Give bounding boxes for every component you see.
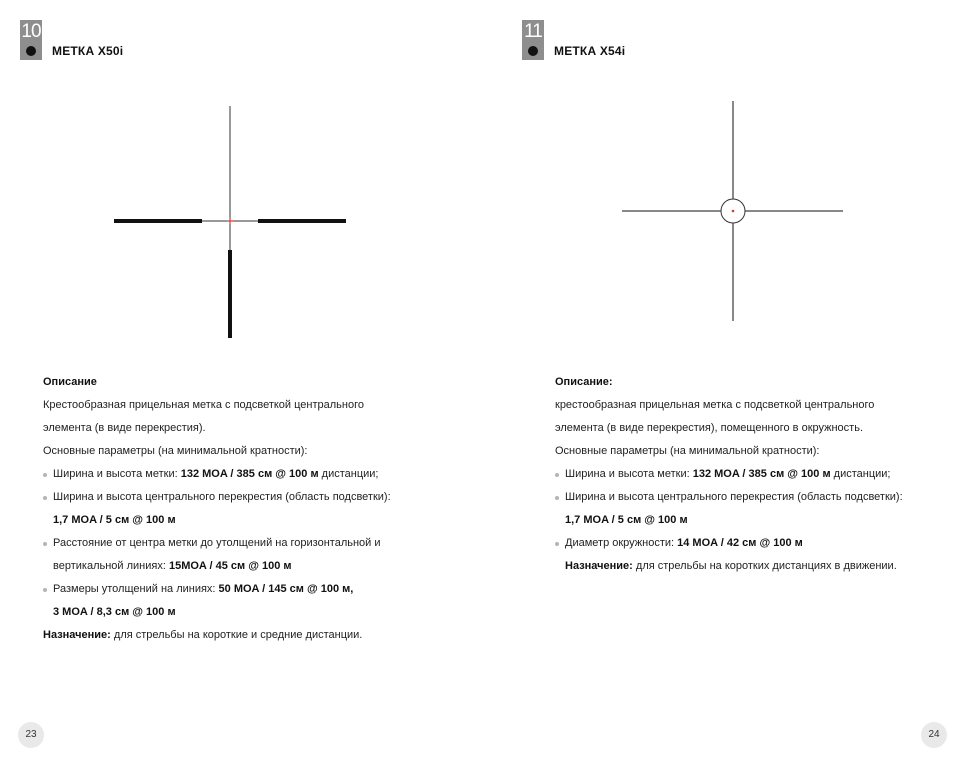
description-block bbox=[555, 371, 903, 578]
illuminated-center-dot bbox=[732, 210, 735, 213]
purpose-line: Назначение: для стрельбы на коротких дистанциях в движении. bbox=[565, 560, 897, 572]
param-value: вертикальной линиях: 15MOA / 45 см @ 100 м bbox=[53, 560, 292, 572]
param-item: Диаметр окружности: 14 MOA / 42 см @ 100 м bbox=[555, 532, 903, 555]
param-item: Расстояние от центра метки до утолщений на горизонтальной и bbox=[43, 532, 391, 555]
section-number: 10 bbox=[21, 21, 41, 42]
param-item: Ширина и высота центрального перекрестия (область подсветки): bbox=[555, 486, 903, 509]
description-heading: Описание: bbox=[555, 376, 613, 388]
param-value: 1,7 MOA / 5 см @ 100 м bbox=[53, 514, 176, 526]
reticle-thick-left-bar bbox=[114, 219, 202, 223]
param-item: Ширина и высота центрального перекрестия (область подсветки): bbox=[43, 486, 391, 509]
purpose-line: Назначение: для стрельбы на короткие и средние дистанции. bbox=[43, 629, 363, 641]
param-item: Ширина и высота метки: 132 MOA / 385 см @ 100 м дистанции; bbox=[555, 463, 903, 486]
description-text: Крестообразная прицельная метка с подсветкой центрального bbox=[43, 399, 364, 411]
bullet-dot-icon bbox=[528, 46, 538, 56]
description-text: крестообразная прицельная метка с подсветкой центрального bbox=[555, 399, 875, 411]
parameters-intro: Основные параметры (на минимальной кратности): bbox=[43, 445, 308, 457]
description-block bbox=[43, 371, 391, 647]
page-right bbox=[477, 0, 954, 762]
reticle-thick-right-bar bbox=[258, 219, 346, 223]
description-text: элемента (в виде перекрестия), помещенного в окружность. bbox=[555, 422, 863, 434]
param-value: 3 MOA / 8,3 см @ 100 м bbox=[53, 606, 176, 618]
reticle-x54i-diagram bbox=[617, 96, 852, 328]
section-number-badge bbox=[20, 20, 42, 60]
parameters-intro: Основные параметры (на минимальной кратности): bbox=[555, 445, 820, 457]
reticle-thick-bottom-bar bbox=[228, 250, 232, 338]
param-item: Ширина и высота метки: 132 MOA / 385 см @ 100 м дистанции; bbox=[43, 463, 391, 486]
reticle-x50i-diagram bbox=[100, 100, 360, 345]
section-title: МЕТКА X54i bbox=[554, 44, 626, 58]
section-number-badge bbox=[522, 20, 544, 60]
page-number: 23 bbox=[18, 722, 44, 748]
page-number: 24 bbox=[921, 722, 947, 748]
description-text: элемента (в виде перекрестия). bbox=[43, 422, 206, 434]
description-heading: Описание bbox=[43, 376, 97, 388]
bullet-dot-icon bbox=[26, 46, 36, 56]
section-number: 11 bbox=[524, 21, 542, 42]
param-item: Размеры утолщений на линиях: 50 MOA / 145 см @ 100 м, bbox=[43, 578, 391, 601]
param-value: 1,7 MOA / 5 см @ 100 м bbox=[565, 514, 688, 526]
section-title: МЕТКА X50i bbox=[52, 44, 124, 58]
